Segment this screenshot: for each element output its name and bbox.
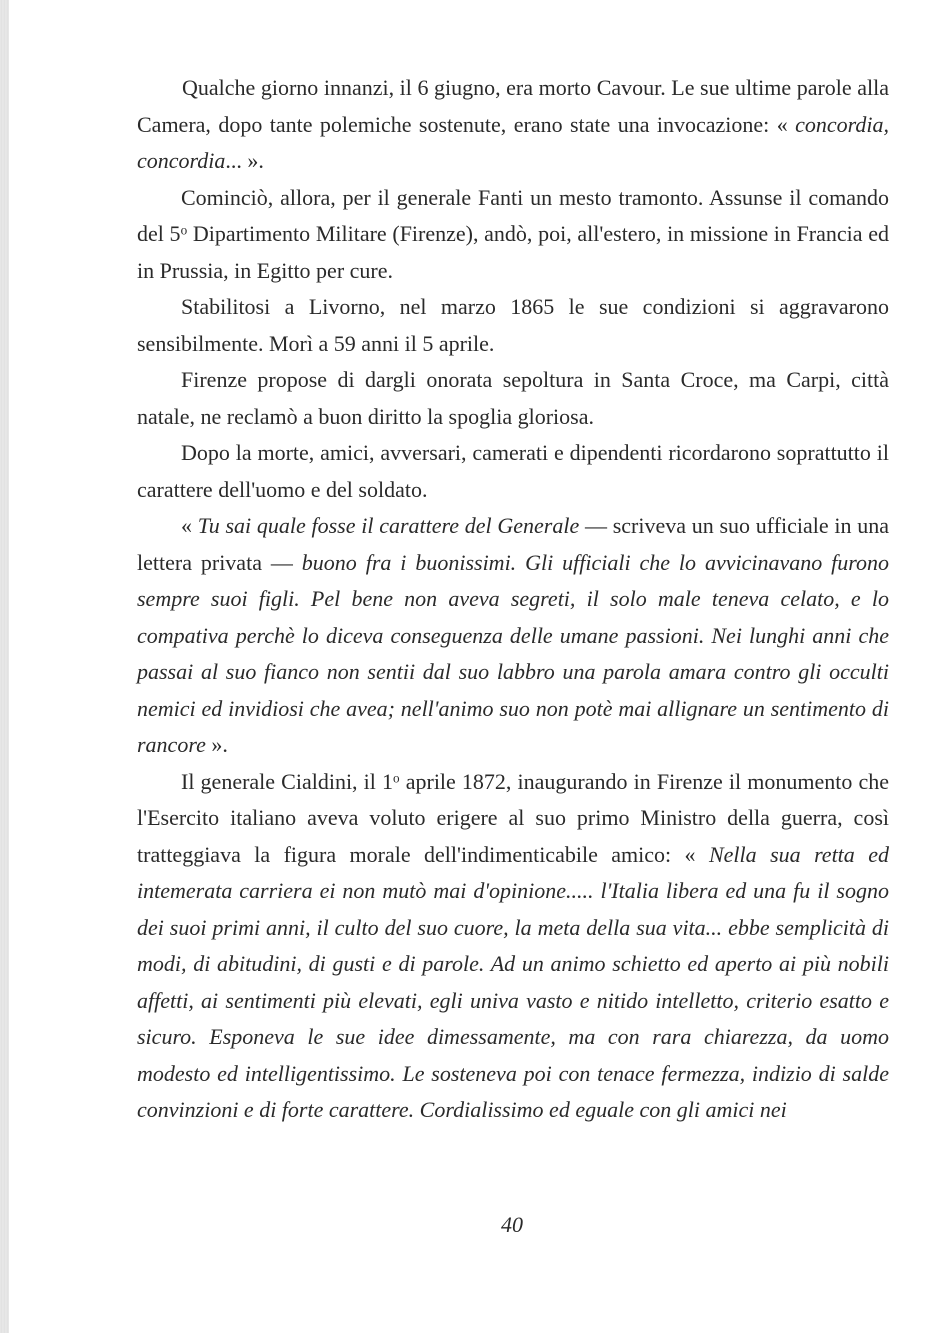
paragraph-livorno: Stabilitosi a Livorno, nel marzo 1865 le sue condizioni si aggravarono sensibilmente. Morì a 59 anni il 5 aprile. xyxy=(137,294,889,356)
paragraph-cavour: Qualche giorno innanzi, il 6 giugno, era morto Cavour. Le sue ultime parole alla Camera, dopo tante polemiche sostenute, erano state una invocazione: « concordia, concordia... ». xyxy=(137,75,889,173)
ordinal-mark: o xyxy=(180,222,188,238)
paragraph-tramonto: Cominciò, allora, per il generale Fanti un mesto tramonto. Assunse il comando del 5$^o$ Dipartimento Militare (Firenze), andò, poi, all'estero, in missione in Francia ed in Prussia, in Egitto per cure. xyxy=(137,184,889,283)
paragraph-sepoltura: Firenze propose di dargli onorata sepoltura in Santa Croce, ma Carpi, città natale, ne reclamò a buon diritto la spoglia gloriosa. xyxy=(137,367,889,429)
binding-edge xyxy=(0,0,9,1333)
page-body xyxy=(137,70,889,1129)
paragraph-lettera-ufficiale: « Tu sai quale fosse il carattere del Generale — scriveva un suo ufficiale in una lettera privata — buono fra i buonissimi. Gli ufficiali che lo avvicinavano furono sempre suoi figli. Pel bene non aveva segreti, il solo male teneva celato, e lo compativa perchè lo diceva conseguenza delle umane passioni. Nei lunghi anni che passai al suo fianco non sentii dal suo labbro una parola amara contro gli occulti nemici ed invidiosi che avea; nell'animo suo non potè mai allignare un sentimento di rancore ». xyxy=(137,513,890,757)
paragraph-cialdini: Il generale Cialdini, il 1$^o$ aprile 1872, inaugurando in Firenze il monumento che l'Esercito italiano aveva voluto erigere al suo primo Ministro della guerra, così tratteggiava la figura morale dell'indimenticabile amico: « Nella sua retta ed intemerata carriera ei non mutò mai d'opinione..... l'Italia libera ed una fu il sogno dei suoi primi anni, il culto del suo cuore, la meta della sua vita... ebbe semplicità di modi, di abitudini, di gusti e di parole. Ad un animo schietto ed aperto ai più nobili affetti, ai sentimenti più elevati, egli univa vasto e nitido intelletto, criterio esatto e sicuro. Esponeva le sue idee dimessamente, ma con rara chiarezza, da uomo modesto ed intelligentissimo. Le sosteneva poi con tenace fermezza, indizio di salde convinzioni e di forte carattere. Cordialissimo ed eguale con gli amici nei xyxy=(137,768,889,1122)
ordinal-mark: o xyxy=(393,769,400,785)
paragraph-ricordi: Dopo la morte, amici, avversari, camerati e dipendenti ricordarono soprattutto il carattere dell'uomo e del soldato. xyxy=(137,440,889,502)
page-number: 40 xyxy=(501,1212,523,1237)
